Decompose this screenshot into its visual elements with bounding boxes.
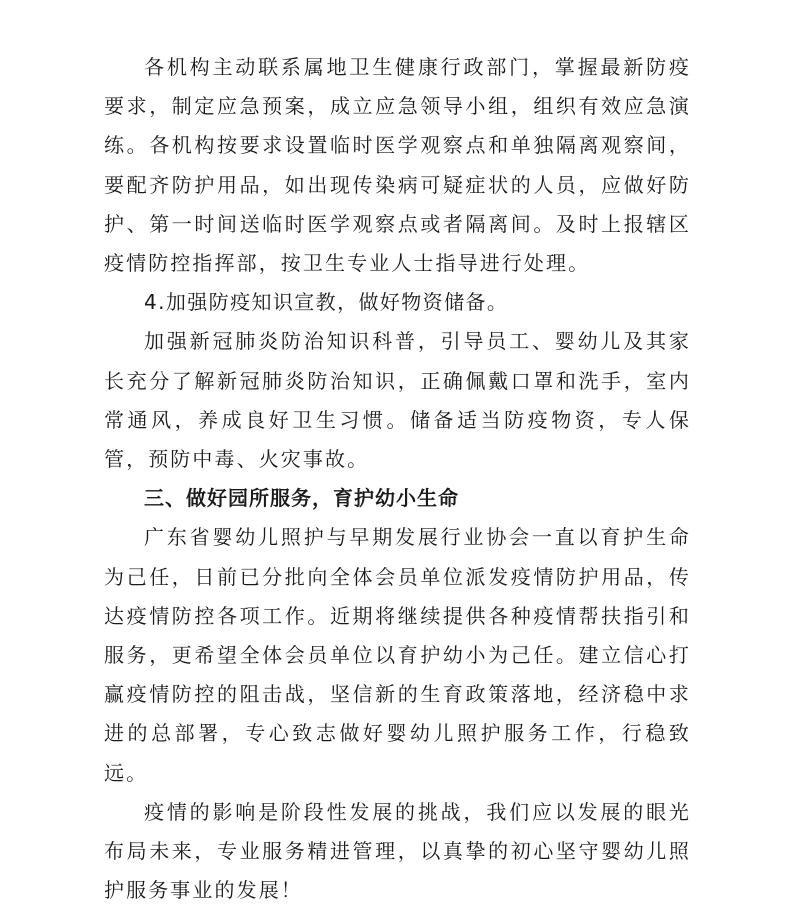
paragraph-conclusion: 疫情的影响是阶段性发展的挑战，我们应以发展的眼光布局未来，专业服务精进管理，以真挚的初心坚守婴幼儿照护服务事业的发展！ [104,799,691,903]
paragraph-association-services: 广东省婴幼儿照护与早期发展行业协会一直以育护生命为己任，日前已分批向全体会员单位派发疫情防护用品，传达疫情防控各项工作。近期将继续提供各种疫情帮扶指引和服务，更希望全体会员单位以育护幼小为己任。建立信心打赢疫情防控的阻击战，坚信新的生育政策落地，经济稳中求进的总部署，专心致志做好婴幼儿照护服务工作，行稳致远。 [104,525,691,785]
subheading-knowledge-publicity: 4.加强防疫知识宣教，做好物资储备。 [144,290,509,315]
paragraph-knowledge-publicity: 加强新冠肺炎防治知识科普，引导员工、婴幼儿及其家长充分了解新冠肺炎防治知识，正确佩戴口罩和洗手，室内常通风，养成良好卫生习惯。储备适当防疫物资，专人保管，预防中毒、火灾事故。 [104,329,691,472]
paragraph-emergency-plan: 各机构主动联系属地卫生健康行政部门，掌握最新防疫要求，制定应急预案，成立应急领导小组，组织有效应急演练。各机构按要求设置临时医学观察点和单独隔离观察间，要配齐防护用品，如出现传染病可疑症状的人员，应做好防护、第一时间送临时医学观察点或者隔离间。及时上报辖区疫情防控指挥部，按卫生专业人士指导进行处理。 [104,55,691,276]
section-heading-services: 三、做好园所服务，育护幼小生命 [144,486,459,511]
